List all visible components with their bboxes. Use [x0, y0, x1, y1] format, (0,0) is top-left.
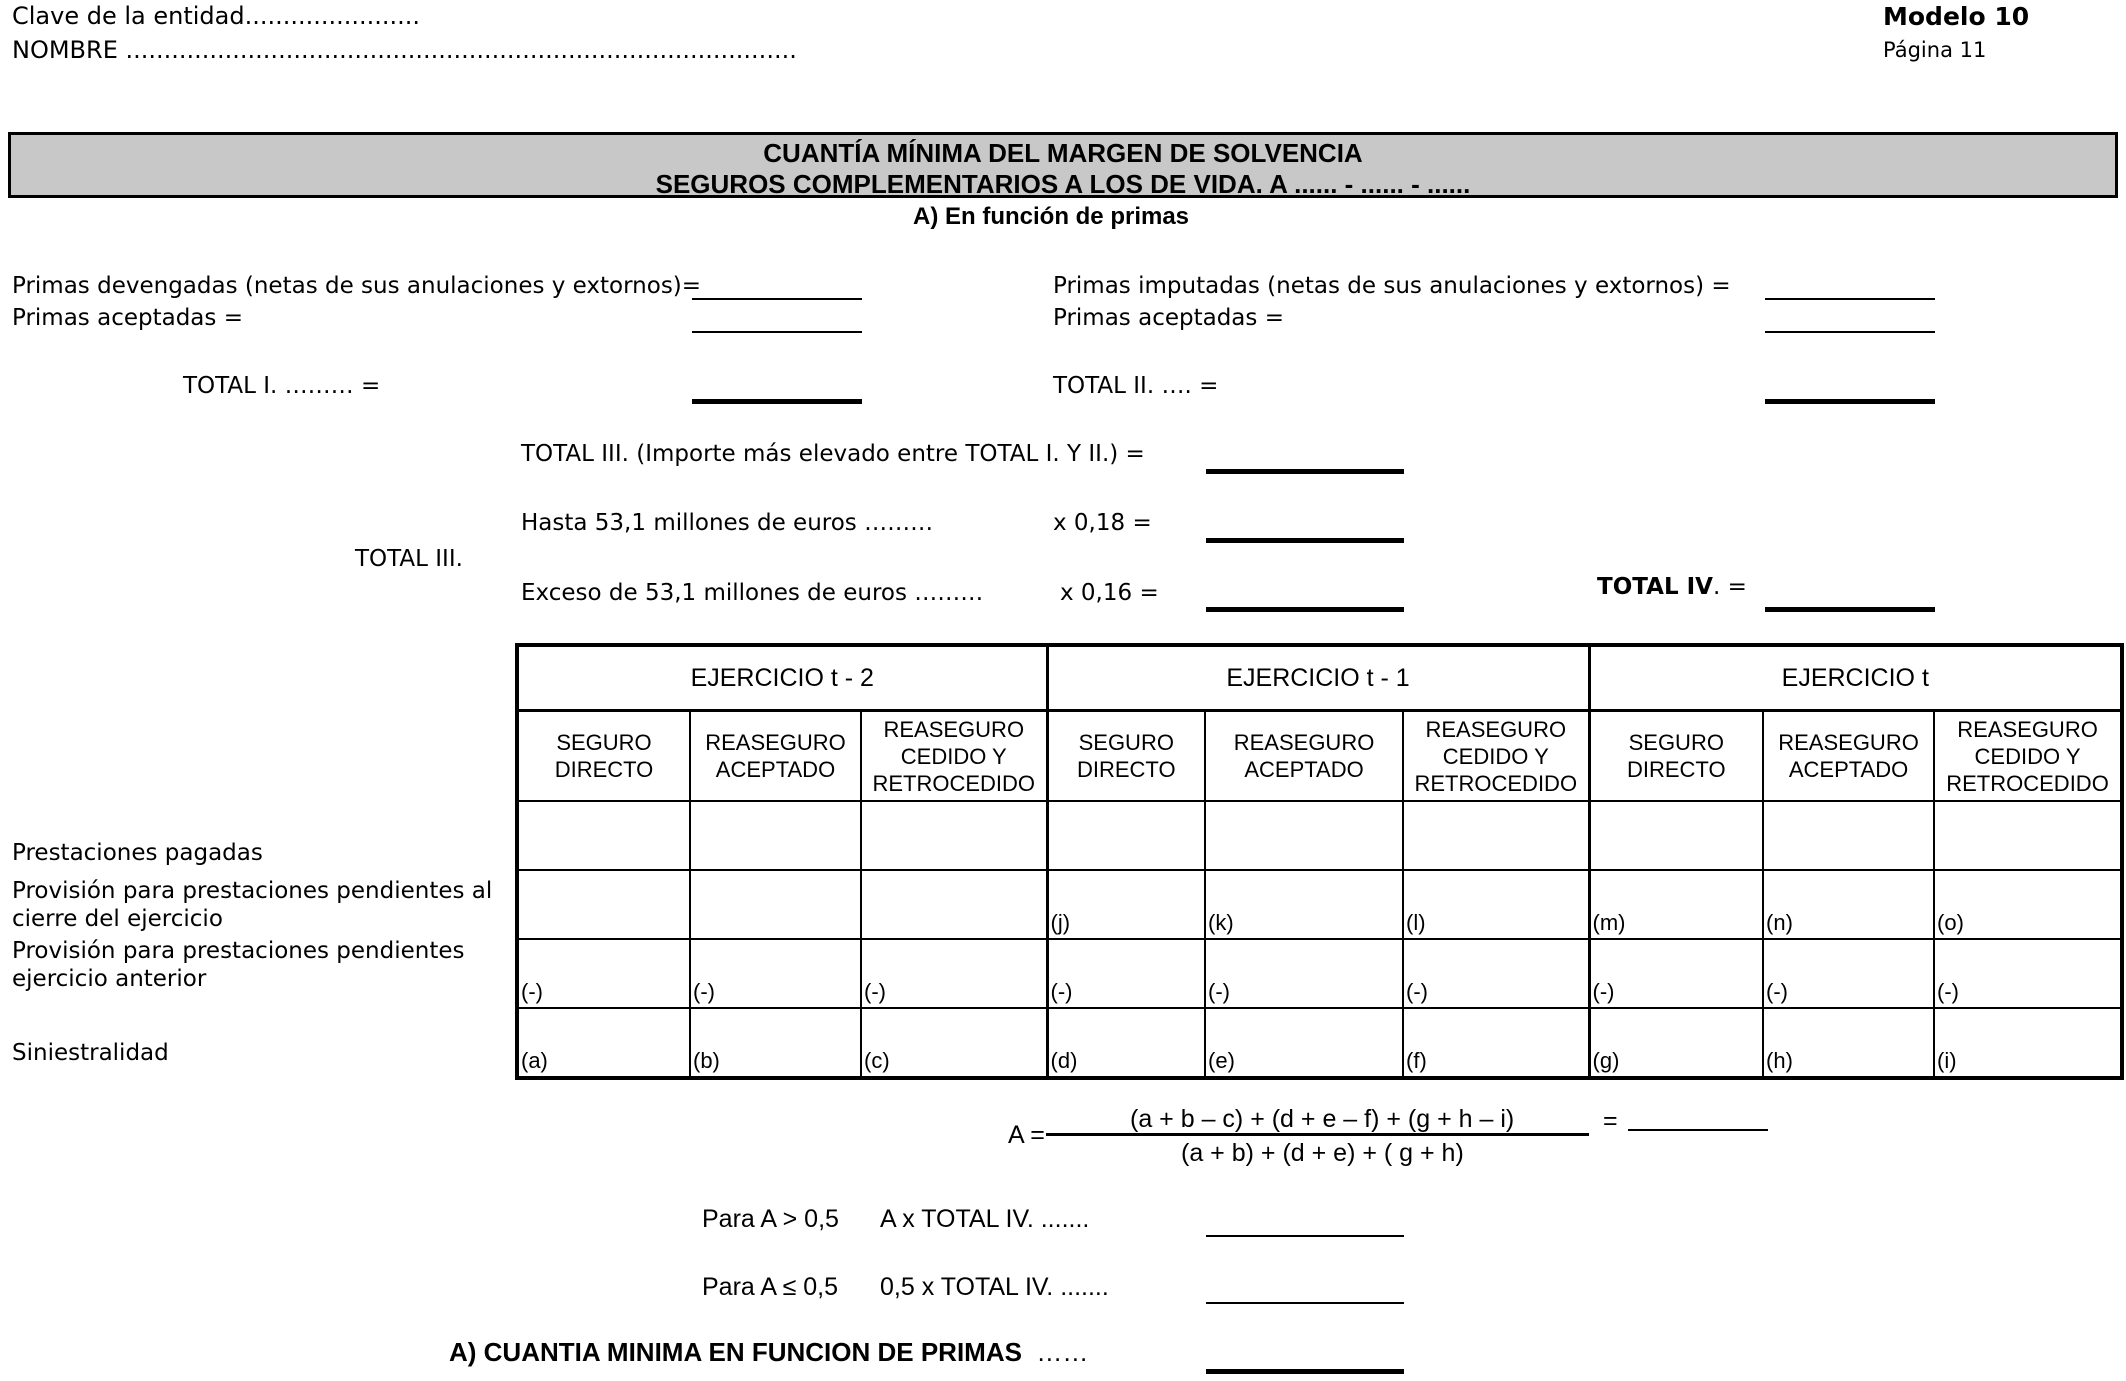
- row-label-provision-cierre: Provisión para prestaciones pendientes al cierre del ejercicio: [12, 878, 493, 932]
- table-cell[interactable]: (g): [1589, 1008, 1763, 1078]
- table-cell[interactable]: (-): [1763, 939, 1934, 1008]
- subheader-seguro-directo: SEGURO DIRECTO: [517, 711, 690, 802]
- table-cell[interactable]: (-): [1047, 939, 1205, 1008]
- table-cell[interactable]: (h): [1763, 1008, 1934, 1078]
- nombre-entidad: NOMBRE ........................................................................................: [12, 36, 797, 64]
- primas-devengadas-field[interactable]: [692, 298, 862, 300]
- title-line-2: SEGUROS COMPLEMENTARIOS A LOS DE VIDA. A ...... - ...... - ......: [655, 169, 1471, 199]
- table-cell[interactable]: [1934, 801, 2122, 870]
- exceso-field[interactable]: [1206, 607, 1404, 612]
- table-cell[interactable]: [690, 801, 861, 870]
- subheader-reaseguro-cedido: REASEGURO CEDIDO Y RETROCEDIDO: [1934, 711, 2122, 802]
- section-a-heading: A) En función de primas: [913, 203, 1190, 230]
- row-label-provision-anterior: Provisión para prestaciones pendientes ejercicio anterior: [12, 938, 465, 992]
- group-header-t-2: EJERCICIO t - 2: [517, 645, 1047, 711]
- pagina-label: Página 11: [1883, 38, 1987, 62]
- total-3-side-label: TOTAL III.: [355, 546, 463, 572]
- table-cell[interactable]: (e): [1205, 1008, 1403, 1078]
- subheader-reaseguro-aceptado: REASEGURO ACEPTADO: [690, 711, 861, 802]
- hasta-field[interactable]: [1206, 538, 1404, 543]
- table-cell[interactable]: (-): [517, 939, 690, 1008]
- case-gt-calc: A x TOTAL IV. .......: [880, 1205, 1090, 1233]
- table-cell[interactable]: (-): [861, 939, 1047, 1008]
- table-cell[interactable]: [517, 801, 690, 870]
- total-3-label: TOTAL III. (Importe más elevado entre TOTAL I. Y II.) =: [521, 441, 1145, 467]
- formula-denominator: (a + b) + (d + e) + ( g + h): [1181, 1139, 1464, 1167]
- formula-numerator: (a + b – c) + (d + e – f) + (g + h – i): [1130, 1105, 1515, 1133]
- table-cell[interactable]: (-): [1403, 939, 1589, 1008]
- title-line-1: CUANTÍA MÍNIMA DEL MARGEN DE SOLVENCIA: [763, 138, 1363, 168]
- hasta-factor: x 0,18 =: [1053, 510, 1152, 536]
- subheader-seguro-directo: SEGURO DIRECTO: [1589, 711, 1763, 802]
- final-label: [449, 1337, 1088, 1368]
- primas-aceptadas-left-label: Primas aceptadas =: [12, 305, 243, 331]
- subheader-reaseguro-aceptado: REASEGURO ACEPTADO: [1763, 711, 1934, 802]
- table-cell[interactable]: (n): [1763, 870, 1934, 939]
- primas-aceptadas-left-field[interactable]: [692, 331, 862, 333]
- subheader-reaseguro-cedido: REASEGURO CEDIDO Y RETROCEDIDO: [861, 711, 1047, 802]
- table-row-provision-anterior: [517, 939, 2122, 1008]
- title-box: [8, 132, 2118, 198]
- formula-lhs: A =: [1008, 1121, 1045, 1149]
- table-cell[interactable]: [1763, 801, 1934, 870]
- total-2-field[interactable]: [1765, 399, 1935, 404]
- primas-aceptadas-right-field[interactable]: [1765, 331, 1935, 333]
- table-cell[interactable]: (l): [1403, 870, 1589, 939]
- final-label-text: A) CUANTIA MINIMA EN FUNCION DE PRIMAS: [449, 1337, 1022, 1367]
- table-row-prestaciones-pagadas: [517, 801, 2122, 870]
- table-cell[interactable]: [1205, 801, 1403, 870]
- exceso-label: Exceso de 53,1 millones de euros ………: [521, 580, 984, 606]
- siniestralidad-table: [515, 643, 2124, 1080]
- table-cell[interactable]: (-): [1934, 939, 2122, 1008]
- primas-imputadas-label: Primas imputadas (netas de sus anulaciones y extornos) =: [1053, 273, 1731, 299]
- final-label-dots: ……: [1036, 1337, 1089, 1367]
- table-cell[interactable]: [690, 870, 861, 939]
- case-le-label: Para A ≤ 0,5: [702, 1273, 839, 1301]
- total-4-label: [1597, 574, 1747, 600]
- row-label-prestaciones: Prestaciones pagadas: [12, 840, 263, 866]
- total-1-field[interactable]: [692, 399, 862, 404]
- table-cell[interactable]: [1047, 801, 1205, 870]
- table-cell[interactable]: [1589, 801, 1763, 870]
- subheader-reaseguro-aceptado: REASEGURO ACEPTADO: [1205, 711, 1403, 802]
- table-cell[interactable]: (o): [1934, 870, 2122, 939]
- table-cell[interactable]: (i): [1934, 1008, 2122, 1078]
- total-4-field[interactable]: [1765, 607, 1935, 612]
- table-row-provision-cierre: [517, 870, 2122, 939]
- table-cell[interactable]: (-): [690, 939, 861, 1008]
- formula-equals: =: [1603, 1107, 1618, 1135]
- subheader-seguro-directo: SEGURO DIRECTO: [1047, 711, 1205, 802]
- total-4-suffix: . =: [1712, 574, 1747, 600]
- table-cell[interactable]: (b): [690, 1008, 861, 1078]
- primas-aceptadas-right-label: Primas aceptadas =: [1053, 305, 1284, 331]
- table-cell[interactable]: (a): [517, 1008, 690, 1078]
- row-label-siniestralidad: Siniestralidad: [12, 1040, 169, 1066]
- table-cell[interactable]: [517, 870, 690, 939]
- table-cell[interactable]: [1403, 801, 1589, 870]
- case-le-calc: 0,5 x TOTAL IV. .......: [880, 1273, 1109, 1301]
- case-le-field[interactable]: [1206, 1302, 1404, 1304]
- table-cell[interactable]: (f): [1403, 1008, 1589, 1078]
- total-1-label: TOTAL I. ……… =: [183, 373, 381, 399]
- exceso-factor: x 0,16 =: [1060, 580, 1159, 606]
- group-header-t: EJERCICIO t: [1589, 645, 2122, 711]
- table-row-siniestralidad: [517, 1008, 2122, 1078]
- table-cell[interactable]: (d): [1047, 1008, 1205, 1078]
- hasta-label: Hasta 53,1 millones de euros ………: [521, 510, 934, 536]
- total-4-bold: TOTAL IV: [1597, 574, 1713, 600]
- table-cell[interactable]: (c): [861, 1008, 1047, 1078]
- clave-entidad: Clave de la entidad.......................: [12, 2, 421, 30]
- group-header-t-1: EJERCICIO t - 1: [1047, 645, 1589, 711]
- total-2-label: TOTAL II. …. =: [1053, 373, 1219, 399]
- table-cell[interactable]: (-): [1205, 939, 1403, 1008]
- final-field[interactable]: [1206, 1369, 1404, 1374]
- primas-devengadas-label: Primas devengadas (netas de sus anulaciones y extornos)=: [12, 273, 702, 299]
- total-3-field[interactable]: [1206, 469, 1404, 474]
- case-gt-label: Para A > 0,5: [702, 1205, 839, 1233]
- table-cell[interactable]: (m): [1589, 870, 1763, 939]
- modelo-label: Modelo 10: [1883, 2, 2030, 31]
- table-cell[interactable]: (-): [1589, 939, 1763, 1008]
- table-cell[interactable]: [861, 870, 1047, 939]
- formula-result-field[interactable]: [1628, 1129, 1768, 1131]
- primas-imputadas-field[interactable]: [1765, 298, 1935, 300]
- table-cell[interactable]: [861, 801, 1047, 870]
- case-gt-field[interactable]: [1206, 1235, 1404, 1237]
- table-cell[interactable]: (j): [1047, 870, 1205, 939]
- subheader-reaseguro-cedido: REASEGURO CEDIDO Y RETROCEDIDO: [1403, 711, 1589, 802]
- table-cell[interactable]: (k): [1205, 870, 1403, 939]
